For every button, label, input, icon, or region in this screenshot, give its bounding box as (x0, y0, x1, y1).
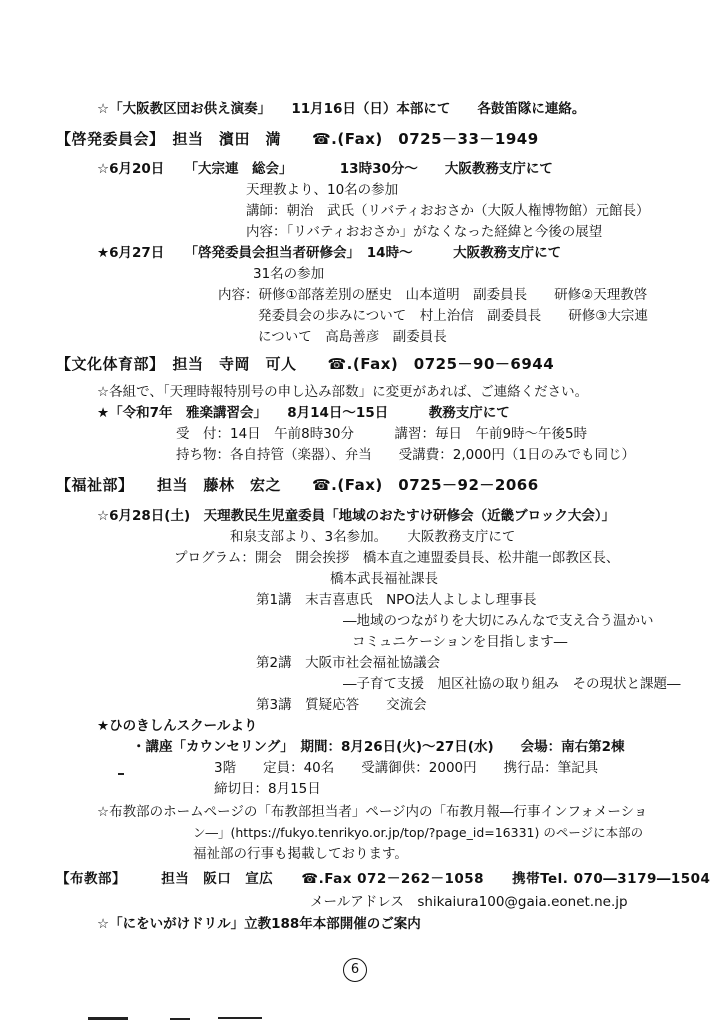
event-line: ☆6月28日(土) 天理教民生児童委員「地域のおたすけ研修会（近畿ブロック大会）」 (97, 508, 616, 524)
event-detail: 橋本武長福祉課長 (330, 571, 438, 587)
event-line: ★ひのきしんスクールより (97, 718, 258, 734)
event-detail: について 高島善彦 副委員長 (258, 329, 447, 345)
event-line: ☆「にをいがけドリル」立教188年本部開催のご案内 (97, 916, 421, 932)
event-detail: 第1講 末吉喜恵氏 NPO法人よしよし理事長 (256, 592, 537, 608)
event-detail: 福祉部の行事も掲載しております。 (193, 846, 408, 862)
event-detail: 第2講 大阪市社会福祉協議会 (256, 655, 441, 671)
event-detail: 内容：研修①部落差別の歴史 山本道明 副委員長 研修②天理教啓 (218, 287, 648, 303)
event-detail: 内容：「リバティおおさか」がなくなった経緯と今後の展望 (246, 224, 603, 240)
event-detail: ―子育て支援 旭区社協の取り組み その現状と課題― (343, 676, 681, 692)
event-detail: 発委員会の歩みについて 村上治信 副委員長 研修③大宗連 (258, 308, 648, 324)
event-line: ★「令和7年 雅楽講習会」 8月14日～15日 教務支庁にて (97, 405, 510, 421)
event-detail: プログラム：開会 開会挨拶 橋本直之連盟委員長、松井龍一郎教区長、 (174, 550, 620, 566)
event-line: ☆布教部のホームページの「布教部担当者」ページ内の「布教月報―行事インフォメーショ (97, 804, 648, 820)
event-line: ☆「大阪教区団お供え演奏」 11月16日（日）本部にて 各鼓笛隊に連絡。 (97, 101, 586, 117)
event-detail: 受 付：14日 午前8時30分 講習：毎日 午前9時～午後5時 (176, 426, 588, 442)
event-detail: コミュニケーションを目指します― (352, 634, 568, 650)
event-detail: 第3講 質疑応答 交流会 (256, 697, 427, 713)
email-line: メールアドレス shikaiura100@gaia.eonet.ne.jp (310, 894, 628, 910)
section-heading-fukushi: 【福祉部】 担当 藤林 宏之 ☎.(Fax) 0725－92－2066 (56, 476, 539, 494)
event-detail: ・講座「カウンセリング」 期間：8月26日(火)～27日(水) 会場：南右第2棟 (132, 739, 625, 755)
event-detail: 講師：朝治 武氏（リバティおおさか（大阪人権博物館）元館長） (246, 203, 650, 219)
scan-mark (170, 1018, 190, 1020)
event-detail: 締切日：8月15日 (214, 781, 321, 797)
event-detail: 3階 定員：40名 受講御供：2000円 携行品：筆記具 (214, 760, 599, 776)
event-detail: ―地域のつながりを大切にみんなで支え合う温かい (343, 613, 654, 629)
event-line: ☆各組で、「天理時報特別号の申し込み部数」に変更があれば、ご連絡ください。 (97, 384, 589, 400)
event-detail: 和泉支部より、3名参加。 大阪教務支庁にて (230, 529, 516, 545)
event-detail: 31名の参加 (253, 266, 325, 282)
event-line: ★6月27日 「啓発委員会担当者研修会」 14時～ 大阪教務支庁にて (97, 245, 562, 261)
event-detail: 天理教より、10名の参加 (246, 182, 399, 198)
scan-mark (88, 1017, 128, 1020)
event-line: ☆6月20日 「大宗連 総会」 13時30分～ 大阪教務支庁にて (97, 161, 553, 177)
event-detail: 持ち物：各自持管（楽器）、弁当 受講費：2,000円（1日のみでも同じ） (176, 447, 635, 463)
scan-mark (118, 773, 124, 775)
event-detail: ン―」(https://fukyo.tenrikyo.or.jp/top/?page_id=16331) のページに本部の (193, 825, 644, 840)
page-number: 6 (343, 958, 367, 982)
section-heading-fukyo: 【布教部】 担当 阪口 宣広 ☎.Fax 072－262－1058 携帯Tel. 070―3179―1504 (56, 871, 711, 887)
section-heading-keihatsu: 【啓発委員会】 担当 濱田 満 ☎.(Fax) 0725－33－1949 (56, 130, 539, 148)
section-heading-bunka: 【文化体育部】 担当 寺岡 可人 ☎.(Fax) 0725－90－6944 (56, 355, 555, 373)
scan-mark (218, 1017, 262, 1019)
